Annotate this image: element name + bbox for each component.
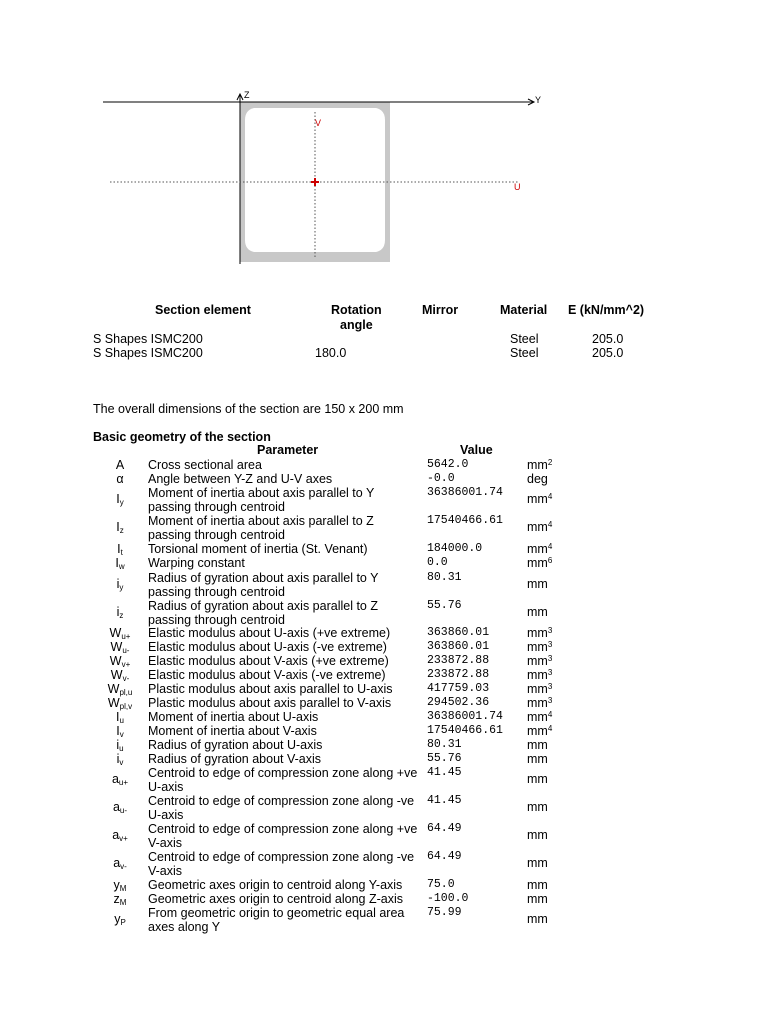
param-unit: mm <box>527 577 548 591</box>
z-axis-label: Z <box>244 90 250 100</box>
header-material: Material <box>500 303 548 317</box>
param-symbol: $z_M$ <box>113 892 127 907</box>
basic-geometry-title: Basic geometry of the section <box>93 430 271 444</box>
row-1-e: 205.0 <box>592 332 624 346</box>
param-unit: $mm^4$ <box>527 542 553 556</box>
param-description: Plastic modulus about axis parallel to U-axis <box>148 682 393 696</box>
param-symbol: α <box>116 472 124 486</box>
param-unit: $mm^4$ <box>527 520 553 534</box>
param-symbol: $I_y$ <box>116 492 124 507</box>
param-value: 417759.03 <box>427 682 490 695</box>
param-description: Radius of gyration about U-axis <box>148 738 323 752</box>
param-symbol: $i_y$ <box>116 577 124 592</box>
param-description: Radius of gyration about axis parallel to Y passing through centroid <box>148 571 379 599</box>
param-value: 294502.36 <box>427 696 490 709</box>
row-1-element: S Shapes ISMC200 <box>93 332 203 346</box>
param-description: Plastic modulus about axis parallel to V-axis <box>148 696 392 710</box>
param-unit: mm <box>527 828 548 842</box>
param-symbol: $W_{u-}$ <box>110 640 130 655</box>
param-unit: mm <box>527 772 548 786</box>
row-1-material: Steel <box>510 332 539 346</box>
param-value: -100.0 <box>427 892 469 905</box>
param-symbol: A <box>115 458 125 472</box>
param-symbol: $W_{v+}$ <box>109 654 131 669</box>
param-unit: $mm^4$ <box>527 710 553 724</box>
param-unit: mm <box>527 800 548 814</box>
param-symbol: $W_{v-}$ <box>110 668 130 683</box>
param-unit: $mm^3$ <box>527 640 553 654</box>
header-parameter: Parameter <box>257 443 319 457</box>
param-value: 75.99 <box>427 906 462 919</box>
param-description: Centroid to edge of compression zone along -ve V-axis <box>148 850 415 878</box>
param-unit: deg <box>527 472 548 486</box>
param-symbol: $y_P$ <box>114 912 126 927</box>
param-description: Angle between Y-Z and U-V axes <box>148 472 333 486</box>
row-2-e: 205.0 <box>592 346 624 360</box>
param-unit: $mm^6$ <box>527 556 553 570</box>
param-unit: mm <box>527 738 548 752</box>
param-description: Radius of gyration about V-axis <box>148 752 322 766</box>
param-symbol: $I_w$ <box>115 556 125 571</box>
param-value: 233872.88 <box>427 668 490 681</box>
param-value: 55.76 <box>427 599 462 612</box>
param-symbol: $a_{u-}$ <box>112 800 128 815</box>
param-unit: mm <box>527 856 548 870</box>
header-e-modulus: E (kN/mm^2) <box>568 303 645 317</box>
param-symbol: $a_{v+}$ <box>112 828 128 843</box>
param-symbol: $y_M$ <box>113 878 127 893</box>
param-value: 41.45 <box>427 794 462 807</box>
param-symbol: $i_z$ <box>116 605 124 620</box>
param-symbol: $I_v$ <box>116 724 124 739</box>
param-unit: mm <box>527 878 548 892</box>
y-axis-label: Y <box>535 95 542 105</box>
param-description: Elastic modulus about U-axis (-ve extreme) <box>148 640 387 654</box>
param-symbol: $W_{pl,u}$ <box>107 682 133 697</box>
param-symbol: $a_{v-}$ <box>113 856 127 871</box>
param-description: Centroid to edge of compression zone along +ve V-axis <box>148 822 418 850</box>
param-description: Moment of inertia about axis parallel to Y passing through centroid <box>148 486 375 514</box>
param-description: Geometric axes origin to centroid along Z-axis <box>148 892 403 906</box>
param-unit: $mm^4$ <box>527 724 553 738</box>
param-value: 363860.01 <box>427 640 490 653</box>
param-description: Radius of gyration about axis parallel to Z passing through centroid <box>148 599 378 627</box>
param-unit: $mm^3$ <box>527 654 553 668</box>
param-unit: $mm^4$ <box>527 492 553 506</box>
param-description: Torsional moment of inertia (St. Venant) <box>148 542 368 556</box>
param-description: Centroid to edge of compression zone along -ve U-axis <box>148 794 415 822</box>
param-value: 75.0 <box>427 878 455 891</box>
param-description: Moment of inertia about U-axis <box>148 710 319 724</box>
param-description: Elastic modulus about V-axis (-ve extreme) <box>148 668 386 682</box>
param-description: Warping constant <box>148 556 245 570</box>
header-section-element: Section element <box>155 303 251 317</box>
param-value: 233872.88 <box>427 654 490 667</box>
param-value: 5642.0 <box>427 458 469 471</box>
param-value: -0.0 <box>427 472 455 485</box>
param-value: 36386001.74 <box>427 486 503 499</box>
param-value: 36386001.74 <box>427 710 503 723</box>
param-unit: $mm^3$ <box>527 696 553 710</box>
param-unit: mm <box>527 752 548 766</box>
row-2-element: S Shapes ISMC200 <box>93 346 203 360</box>
v-axis-label: V <box>315 118 322 128</box>
param-value: 363860.01 <box>427 626 490 639</box>
param-description: Elastic modulus about V-axis (+ve extreme) <box>148 654 389 668</box>
section-drawing <box>0 0 768 280</box>
param-symbol: $a_{u+}$ <box>111 772 129 787</box>
header-value: Value <box>460 443 493 457</box>
param-symbol: $W_{pl,v}$ <box>107 696 133 711</box>
header-mirror: Mirror <box>422 303 459 317</box>
param-symbol: $W_{u+}$ <box>109 626 131 641</box>
param-value: 64.49 <box>427 822 462 835</box>
header-rotation: Rotation <box>331 303 382 317</box>
param-description: Moment of inertia about axis parallel to Z passing through centroid <box>148 514 374 542</box>
param-description: From geometric origin to geometric equal area axes along Y <box>148 906 405 934</box>
row-2-material: Steel <box>510 346 539 360</box>
param-symbol: $I_t$ <box>117 542 123 557</box>
param-description: Geometric axes origin to centroid along Y-axis <box>148 878 403 892</box>
param-description: Elastic modulus about U-axis (+ve extreme) <box>148 626 391 640</box>
param-symbol: $i_u$ <box>116 738 124 753</box>
header-rotation-angle: angle <box>340 318 373 332</box>
param-value: 17540466.61 <box>427 514 503 527</box>
param-unit: $mm^3$ <box>527 668 553 682</box>
param-unit: $mm^3$ <box>527 682 553 696</box>
row-2-rotation: 180.0 <box>315 346 347 360</box>
param-value: 80.31 <box>427 738 462 751</box>
param-value: 64.49 <box>427 850 462 863</box>
param-unit: $mm^2$ <box>527 458 553 472</box>
param-description: Moment of inertia about V-axis <box>148 724 317 738</box>
param-value: 41.45 <box>427 766 462 779</box>
u-axis-label: U <box>514 182 521 192</box>
param-value: 184000.0 <box>427 542 483 555</box>
param-value: 0.0 <box>427 556 448 569</box>
param-symbol: $I_z$ <box>116 520 124 535</box>
param-value: 17540466.61 <box>427 724 503 737</box>
param-value: 80.31 <box>427 571 462 584</box>
param-description: Cross sectional area <box>148 458 262 472</box>
param-unit: $mm^3$ <box>527 626 553 640</box>
param-value: 55.76 <box>427 752 462 765</box>
param-symbol: $i_v$ <box>116 752 124 767</box>
param-unit: mm <box>527 605 548 619</box>
param-description: Centroid to edge of compression zone along +ve U-axis <box>148 766 418 794</box>
param-symbol: $I_u$ <box>116 710 124 725</box>
overall-dimensions-text: The overall dimensions of the section are 150 x 200 mm <box>93 402 404 416</box>
param-unit: mm <box>527 912 548 926</box>
param-unit: mm <box>527 892 548 906</box>
